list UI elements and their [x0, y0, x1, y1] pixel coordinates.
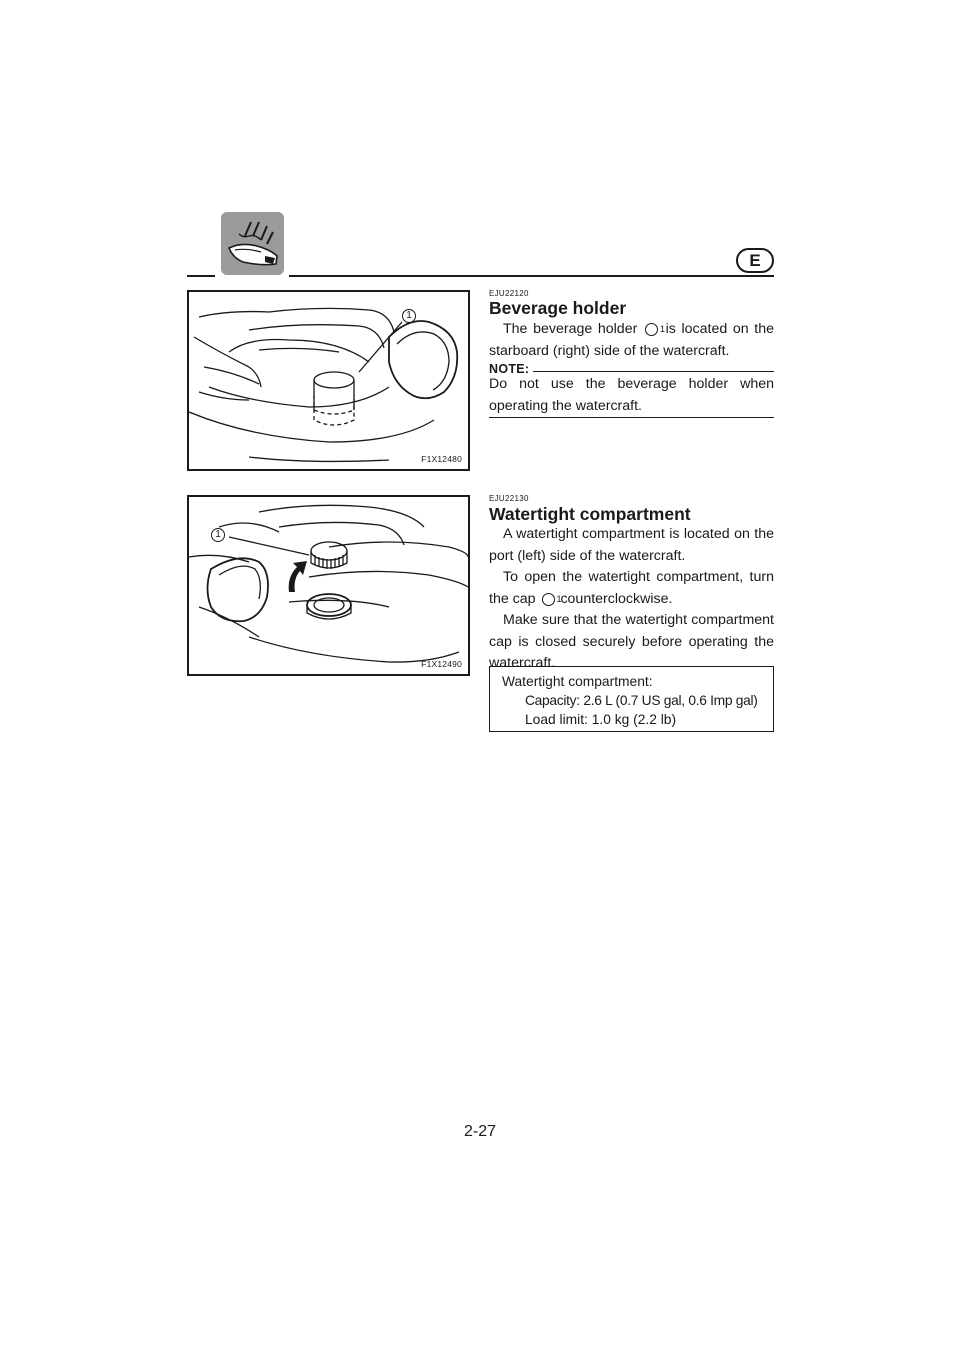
beverage-holder-figure [187, 290, 470, 471]
body-text-start: To open the watertight compartment, turn the cap [489, 569, 774, 607]
beverage-holder-illustration [189, 292, 468, 469]
header-rule-right [289, 275, 774, 277]
body-text-end: is located on the starboard (right) side of the watercraft. [489, 321, 774, 359]
watertight-compartment-figure [187, 495, 470, 676]
figure-code: F1X12480 [421, 454, 462, 464]
page-number: 2-27 [463, 1123, 497, 1140]
section-code: EJU22120 [489, 289, 529, 298]
spec-load-limit: Load limit: 1.0 kg (2.2 lb) [525, 712, 677, 727]
paragraph [489, 567, 774, 610]
callout-number: 1 [542, 593, 555, 606]
body-text-end: counterclockwise. [560, 590, 673, 607]
section-title: Watertight compartment [489, 504, 691, 524]
body-text-start: The beverage holder [503, 321, 638, 337]
spec-capacity: Capacity: 2.6 L (0.7 US gal, 0.6 Imp gal) [525, 693, 758, 708]
section-title: Beverage holder [489, 298, 627, 318]
figure-callout-1: 1 [211, 528, 225, 542]
note-label: NOTE: [489, 362, 530, 376]
paragraph: A watertight compartment is located on the port (left) side of the watercraft. [489, 526, 774, 564]
figure-callout-1: 1 [402, 309, 416, 323]
spec-title: Watertight compartment: [502, 674, 653, 689]
section-code: EJU22130 [489, 494, 529, 503]
section-body [489, 319, 774, 362]
callout-number: 1 [645, 323, 658, 336]
figure-code: F1X12490 [421, 659, 462, 669]
section-body [489, 524, 774, 675]
chapter-icon [221, 212, 284, 275]
paragraph: Make sure that the watertight compartment cap is closed securely before operating the watercraft. [489, 612, 774, 671]
note-end-rule [489, 417, 774, 418]
note-rule [533, 371, 774, 372]
header-rule-left [187, 275, 215, 277]
language-badge: E [736, 248, 774, 273]
watercraft-icon [221, 212, 284, 275]
spec-box [489, 666, 774, 732]
watertight-compartment-illustration [189, 497, 468, 674]
note-text: Do not use the beverage holder when operating the watercraft. [489, 376, 774, 414]
